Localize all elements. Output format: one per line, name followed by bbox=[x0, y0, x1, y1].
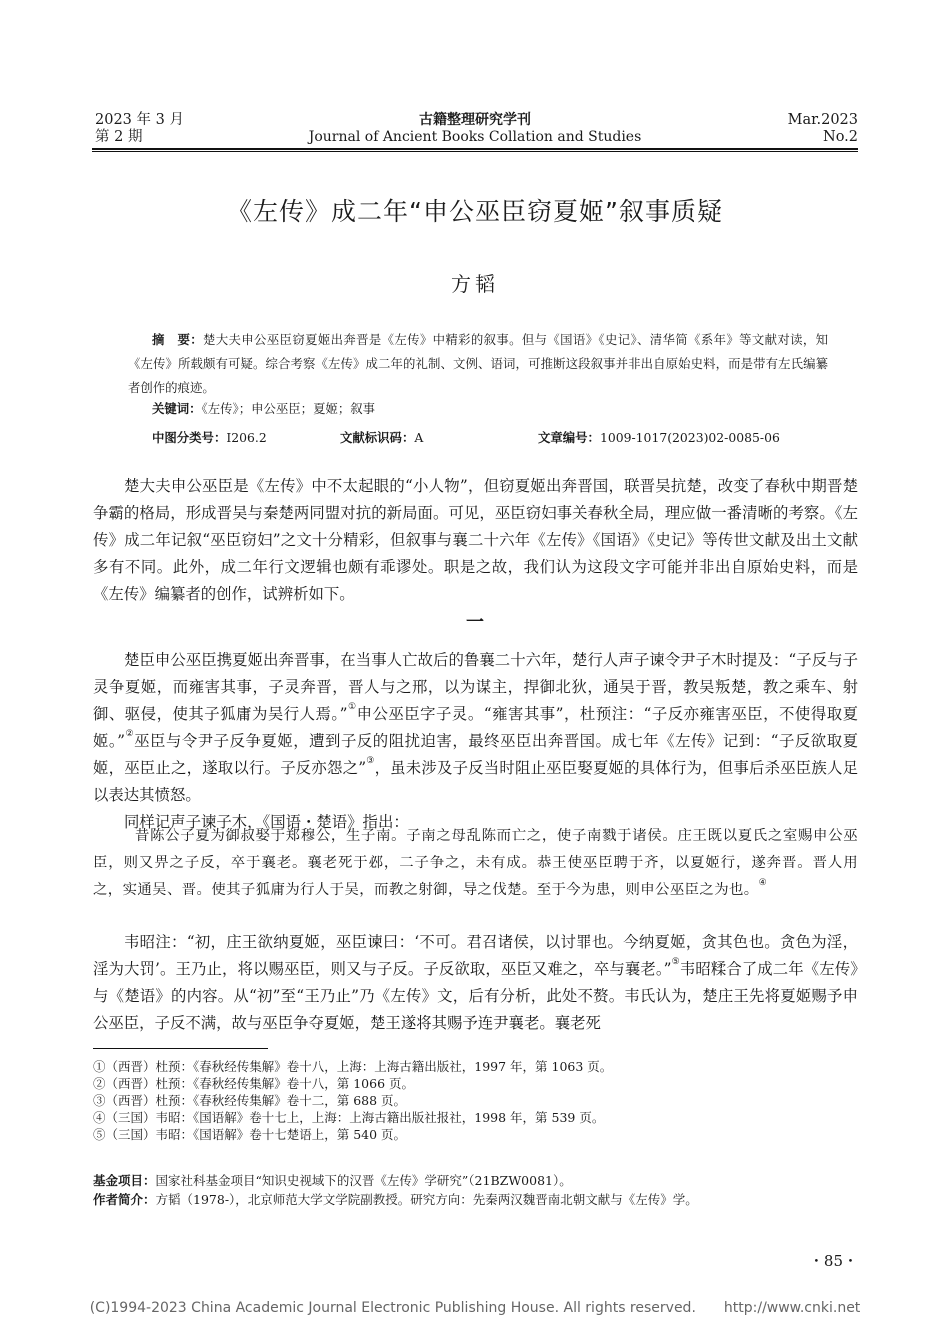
footnote-ref-4[interactable]: ④ bbox=[758, 878, 768, 888]
author-bio-text: 方韬（1978-），北京师范大学文学院副教授。研究方向：先秦两汉魏晋南北朝文献与《左传》学。 bbox=[155, 1192, 698, 1207]
keywords-text: 《左传》；申公巫臣；夏姬；叙事 bbox=[201, 401, 376, 416]
header-number-en: No.2 bbox=[823, 129, 858, 145]
para1-text-d: ，虽未涉及子反当时阻止巫臣娶夏姬的具体行为，但事后杀巫臣族人足以表达其愤怒。 bbox=[93, 759, 858, 804]
footnote-rule bbox=[93, 1048, 268, 1049]
paragraph-1 bbox=[93, 647, 858, 809]
article-title: 《左传》成二年“申公巫臣窃夏姬”叙事质疑 bbox=[227, 197, 723, 226]
header-date-en bbox=[788, 112, 858, 146]
header-year-month: 2023 年 3 月 bbox=[95, 112, 184, 128]
abstract-label: 摘 要： bbox=[152, 332, 204, 347]
journal-name-en: Journal of Ancient Books Collation and Studies bbox=[308, 129, 642, 145]
abstract-text: 楚大夫申公巫臣窃夏姬出奔晋是《左传》中精彩的叙事。但与《国语》《史记》、清华简《系年》等文献对读，知《左传》所载颇有可疑。综合考察《左传》成二年的礼制、文例、语词，可推断这段叙事并非出自原始史料，而是带有左氏编纂者创作的痕迹。 bbox=[128, 332, 829, 395]
footnote-ref-3[interactable]: ③ bbox=[366, 756, 375, 766]
section-heading-one: 一 bbox=[466, 612, 484, 633]
header-rule-thick bbox=[92, 148, 858, 150]
article-number bbox=[538, 428, 780, 446]
clc-number bbox=[152, 428, 267, 446]
keywords bbox=[152, 399, 375, 417]
para3-text-a: 韦昭注：“初，庄王欲纳夏姬，巫臣谏曰：‘不可。君召诸侯，以讨罪也。今纳夏姬，贪其色也。贪色为淫，淫为大罚’。王乃止，将以赐巫臣，则又与子反。子反欲取，巫臣又难之，卒与襄老。” bbox=[93, 933, 858, 978]
para3-text-b: 韦昭糅合了成二年《左传》与《楚语》的内容。从“初”至“王乃止”乃《左传》文，后有分析，此处不赘。韦氏认为，楚庄王先将夏姬赐予申公巫臣，子反不满，故与巫臣争夺夏姬，楚王遂将其赐予连尹襄老。襄老死 bbox=[93, 960, 858, 1032]
abstract bbox=[128, 328, 828, 400]
paragraph-3 bbox=[93, 929, 858, 1037]
header-month-en: Mar.2023 bbox=[787, 112, 858, 128]
doc-value: A bbox=[414, 430, 424, 445]
funding-text: 国家社科基金项目“知识史视域下的汉晋《左传》学研究”（21BZW0081）。 bbox=[155, 1173, 572, 1188]
page-number: ・85・ bbox=[808, 1252, 858, 1270]
footnote-ref-1[interactable]: ① bbox=[347, 702, 357, 712]
footnote-ref-2[interactable]: ② bbox=[125, 729, 135, 739]
footnote-1: ①（西晋）杜预：《春秋经传集解》卷十八，上海：上海古籍出版社，1997 年，第 1063 页。 bbox=[93, 1059, 613, 1074]
section-body-cont bbox=[93, 929, 858, 1037]
footnote-ref-5[interactable]: ⑤ bbox=[671, 957, 680, 967]
author-bio-line bbox=[93, 1190, 698, 1209]
intro-paragraph: 楚大夫申公巫臣是《左传》中不太起眼的“小人物”，但窃夏姬出奔晋国，联晋吴抗楚，改变了春秋中期晋楚争霸的格局，形成晋吴与秦楚两同盟对抗的新局面。可见，巫臣窃妇事关春秋全局，理应做一番清晰的考察。《左传》成二年记叙“巫臣窃妇”之文十分精彩，但叙事与襄二十六年《左传》《国语》《史记》等传世文献及出土文献多有不同。此外，成二年行文逻辑也颇有乖谬处。职是之故，我们认为这段文字可能并非出自原始史料，而是《左传》编纂者的创作，试辨析如下。 bbox=[93, 477, 858, 603]
doc-label: 文献标识码： bbox=[340, 430, 415, 445]
quote-paragraph bbox=[93, 823, 858, 904]
journal-name-cn: 古籍整理研究学刊 bbox=[419, 112, 531, 128]
para1-text-c: 巫臣与令尹子反争夏姬，遭到子反的阻扰迫害，最终巫臣出奔晋国。成七年《左传》记到：“子反欲取夏姬，巫臣止之，遂取以行。子反亦怨之” bbox=[93, 732, 859, 777]
section-body bbox=[93, 647, 858, 836]
author-bio-label: 作者简介： bbox=[93, 1192, 156, 1207]
footnote-2: ②（西晋）杜预：《春秋经传集解》卷十八，第 1066 页。 bbox=[93, 1076, 415, 1091]
funding-line bbox=[93, 1171, 698, 1190]
footnote-4: ④（三国）韦昭：《国语解》卷十七上，上海：上海古籍出版社报社，1998 年，第 539 页。 bbox=[93, 1110, 605, 1125]
article-number-value: 1009-1017(2023)02-0085-06 bbox=[599, 430, 780, 445]
doc-code bbox=[340, 428, 423, 446]
block-quote bbox=[93, 823, 858, 904]
article-author: 方韬 bbox=[451, 272, 499, 296]
intro-block bbox=[93, 473, 858, 608]
footnote-5: ⑤（三国）韦昭：《国语解》卷十七楚语上，第 540 页。 bbox=[93, 1127, 407, 1142]
header-issue: 第 2 期 bbox=[95, 129, 143, 145]
footnote-3: ③（西晋）杜预：《春秋经传集解》卷十二，第 688 页。 bbox=[93, 1093, 407, 1108]
quote-text: 昔陈公子夏为御叔娶于郑穆公，生子南。子南之母乱陈而亡之，使子南戮于诸侯。庄王既以夏氏之室赐申公巫臣，则又畀之子反，卒于襄老。襄老死于邲，二子争之，未有成。恭王使巫臣聘于齐，以夏姬行，遂奔晋。晋人用之，实通吴、晋。使其子狐庸为行人于吴，而教之射御，导之伐楚。至于今为患，则申公巫臣之为也。 bbox=[93, 828, 858, 898]
paragraph-2: 同样记声子谏子木，《国语・楚语》指出： bbox=[124, 813, 409, 831]
funding-info bbox=[93, 1171, 698, 1209]
header-rule-thin bbox=[92, 151, 858, 152]
funding-label: 基金项目： bbox=[93, 1173, 156, 1188]
clc-label: 中图分类号： bbox=[152, 430, 227, 445]
keywords-label: 关键词： bbox=[152, 401, 202, 416]
clc-value: I206.2 bbox=[226, 430, 267, 445]
article-number-label: 文章编号： bbox=[538, 430, 600, 445]
para1-text-b: 申公巫臣字子灵。“雍害其事”，杜预注：“子反亦雍害巫臣，不使得取夏姬。” bbox=[93, 705, 858, 750]
footnotes bbox=[93, 1058, 612, 1143]
copyright-footer: (C)1994-2023 China Academic Journal Electronic Publishing House. All rights reserved. http://www.cnki.net bbox=[89, 1300, 861, 1316]
para1-text-a: 楚臣申公巫臣携夏姬出奔晋事，在当事人亡故后的鲁襄二十六年，楚行人声子谏令尹子木时提及：“子反与子灵争夏姬，而雍害其事，子灵奔晋，晋人与之邢，以为谋主，捍御北狄，通吴于晋，教吴叛楚，教之乘车、射御、驱侵，使其子狐庸为吴行人焉。” bbox=[93, 651, 858, 723]
